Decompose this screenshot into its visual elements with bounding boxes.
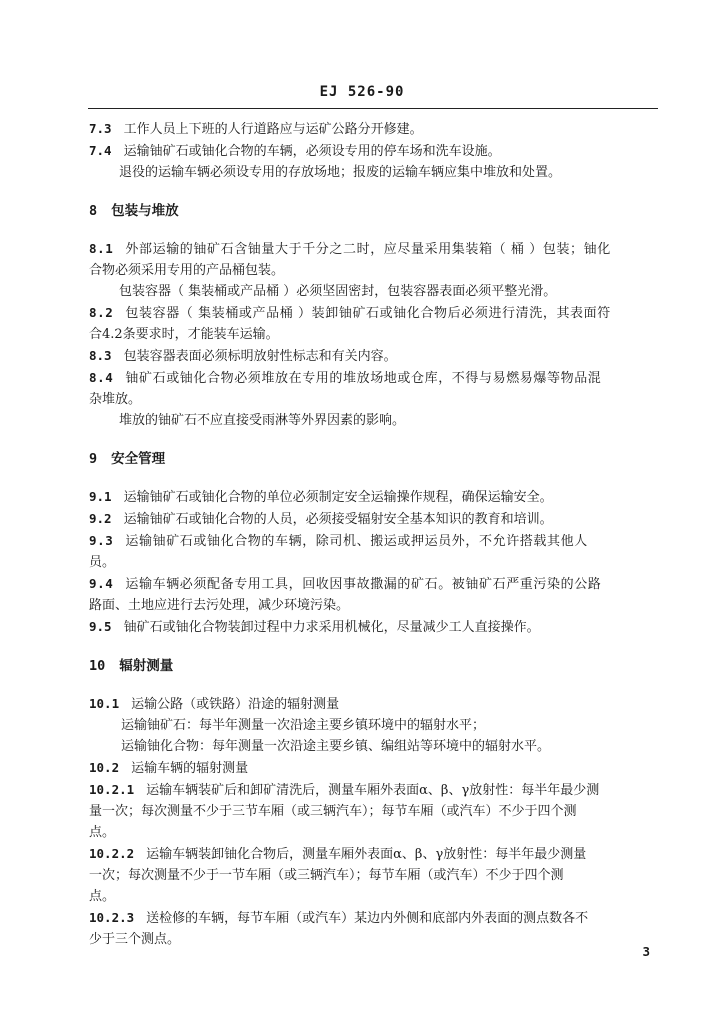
clause-10-2-1-end: 点。: [89, 825, 116, 840]
clause-7-4: [89, 140, 657, 162]
clause-text: 包装容器（ 集装桶或产品桶 ）装卸铀矿石或铀化合物后必须进行清洗，其表面符: [125, 306, 611, 321]
clause-text: 运输公路（或铁路）沿途的辐射测量: [131, 697, 340, 712]
clause-9-4-cont: 路面、土地应进行去污处理，减少环境污染。: [89, 598, 350, 613]
clause-9-3-cont: 员。: [89, 555, 116, 570]
clause-text: 运输车辆的辐射测量: [131, 761, 249, 776]
clause-8-2-cont: 合4.2条要求时，才能装车运输。: [89, 327, 279, 342]
clause-10-2-2-end: 点。: [89, 889, 116, 904]
section-title: 安全管理: [111, 451, 166, 467]
section-number: 8: [89, 203, 98, 219]
clause-number: 8.2: [89, 305, 114, 320]
section-number: 10: [89, 658, 106, 674]
clause-9-1: [89, 486, 657, 508]
clause-text: 运输铀矿石或铀化合物的车辆，除司机、搬运或押运员外，不允许搭载其他人: [125, 534, 588, 549]
clause-9-2: [89, 508, 657, 530]
document-body: [89, 118, 657, 950]
clause-number: 9.1: [89, 489, 112, 504]
clause-10-1-ore: 运输铀矿石：每半年测量一次沿途主要乡镇环境中的辐射水平；: [121, 718, 486, 733]
clause-text: 外部运输的铀矿石含铀量大于千分之二时，应尽量采用集装箱（ 桶 ）包装；铀化: [125, 242, 611, 257]
clause-number: 10.2: [89, 760, 120, 775]
clause-number: 8.1: [89, 241, 114, 256]
clause-9-4: [89, 573, 657, 595]
section-number: 9: [89, 451, 98, 467]
section-10-heading: [89, 656, 657, 677]
clause-8-3: [89, 345, 657, 367]
clause-text: 运输铀矿石或铀化合物的车辆，必须设专用的停车场和洗车设施。: [123, 144, 501, 159]
clause-number: 8.3: [89, 348, 112, 363]
clause-number: 7.4: [89, 143, 112, 158]
clause-10-1: [89, 693, 657, 715]
clause-8-1-cont: 合物必须采用专用的产品桶包装。: [89, 263, 285, 278]
clause-9-3: [89, 530, 657, 552]
clause-text: 送检修的车辆，每节车厢（或汽车）某边内外侧和底部内外表面的测点数各不: [146, 911, 589, 926]
clause-8-1-paragraph: 包装容器（ 集装桶或产品桶 ）必须坚固密封，包装容器表面必须平整光滑。: [119, 284, 557, 299]
section-8-heading: [89, 201, 657, 222]
clause-number: 10.2.2: [89, 846, 135, 861]
clause-number: 10.1: [89, 696, 120, 711]
clause-8-4-cont: 杂堆放。: [89, 392, 142, 407]
clause-number: 7.3: [89, 121, 112, 136]
section-title: 辐射测量: [119, 658, 174, 674]
clause-10-2: [89, 757, 657, 779]
clause-8-4: [89, 367, 657, 389]
clause-7-3: [89, 118, 657, 140]
clause-text: 包装容器表面必须标明放射性标志和有关内容。: [123, 349, 397, 364]
clause-text: 运输车辆装卸铀化合物后，测量车厢外表面α、β、γ放射性：每半年最少测量: [146, 847, 587, 862]
section-title: 包装与堆放: [111, 203, 179, 219]
standard-code: EJ 526-90: [319, 84, 405, 100]
header-rule: [88, 108, 658, 109]
clause-text: 运输车辆必须配备专用工具，回收因事故撒漏的矿石。被铀矿石严重污染的公路: [125, 577, 602, 592]
page-number: 3: [642, 944, 650, 959]
clause-9-5: [89, 616, 657, 638]
clause-number: 10.2.1: [89, 782, 135, 797]
clause-number: 9.2: [89, 511, 112, 526]
clause-8-4-paragraph: 堆放的铀矿石不应直接受雨淋等外界因素的影响。: [119, 413, 406, 428]
clause-number: 10.2.3: [89, 910, 135, 925]
clause-10-1-compound: 运输铀化合物：每年测量一次沿途主要乡镇、编组站等环境中的辐射水平。: [121, 739, 551, 754]
clause-10-2-2-cont: 一次；每次测量不少于一节车厢（或三辆汽车）；每节车厢（或汽车）不少于四个测: [89, 868, 564, 883]
section-9-heading: [89, 449, 657, 470]
clause-10-2-2: [89, 843, 657, 865]
clause-text: 工作人员上下班的人行道路应与运矿公路分开修建。: [123, 122, 423, 137]
clause-10-2-1-cont: 量一次；每次测量不少于三节车厢（或三辆汽车）；每节车厢（或汽车）不少于四个测: [89, 804, 577, 819]
clause-number: 8.4: [89, 370, 114, 385]
clause-text: 运输车辆装矿后和卸矿清洗后，测量车厢外表面α、β、γ放射性：每半年最少测: [146, 783, 600, 798]
clause-8-2: [89, 302, 657, 324]
clause-8-1: [89, 238, 657, 260]
clause-7-4-paragraph: 退役的运输车辆必须设专用的存放场地；报废的运输车辆应集中堆放和处置。: [119, 165, 562, 180]
clause-10-2-1: [89, 779, 657, 801]
clause-number: 9.5: [89, 619, 112, 634]
clause-number: 9.3: [89, 533, 114, 548]
clause-10-2-3: [89, 907, 657, 929]
clause-text: 运输铀矿石或铀化合物的单位必须制定安全运输操作规程，确保运输安全。: [123, 490, 553, 505]
clause-number: 9.4: [89, 576, 114, 591]
clause-10-2-3-cont: 少于三个测点。: [89, 932, 181, 947]
clause-text: 铀矿石或铀化合物必须堆放在专用的堆放场地或仓库，不得与易燃易爆等物品混: [125, 371, 602, 386]
clause-text: 铀矿石或铀化合物装卸过程中力求采用机械化，尽量减少工人直接操作。: [123, 620, 540, 635]
clause-text: 运输铀矿石或铀化合物的人员，必须接受辐射安全基本知识的教育和培训。: [123, 512, 553, 527]
